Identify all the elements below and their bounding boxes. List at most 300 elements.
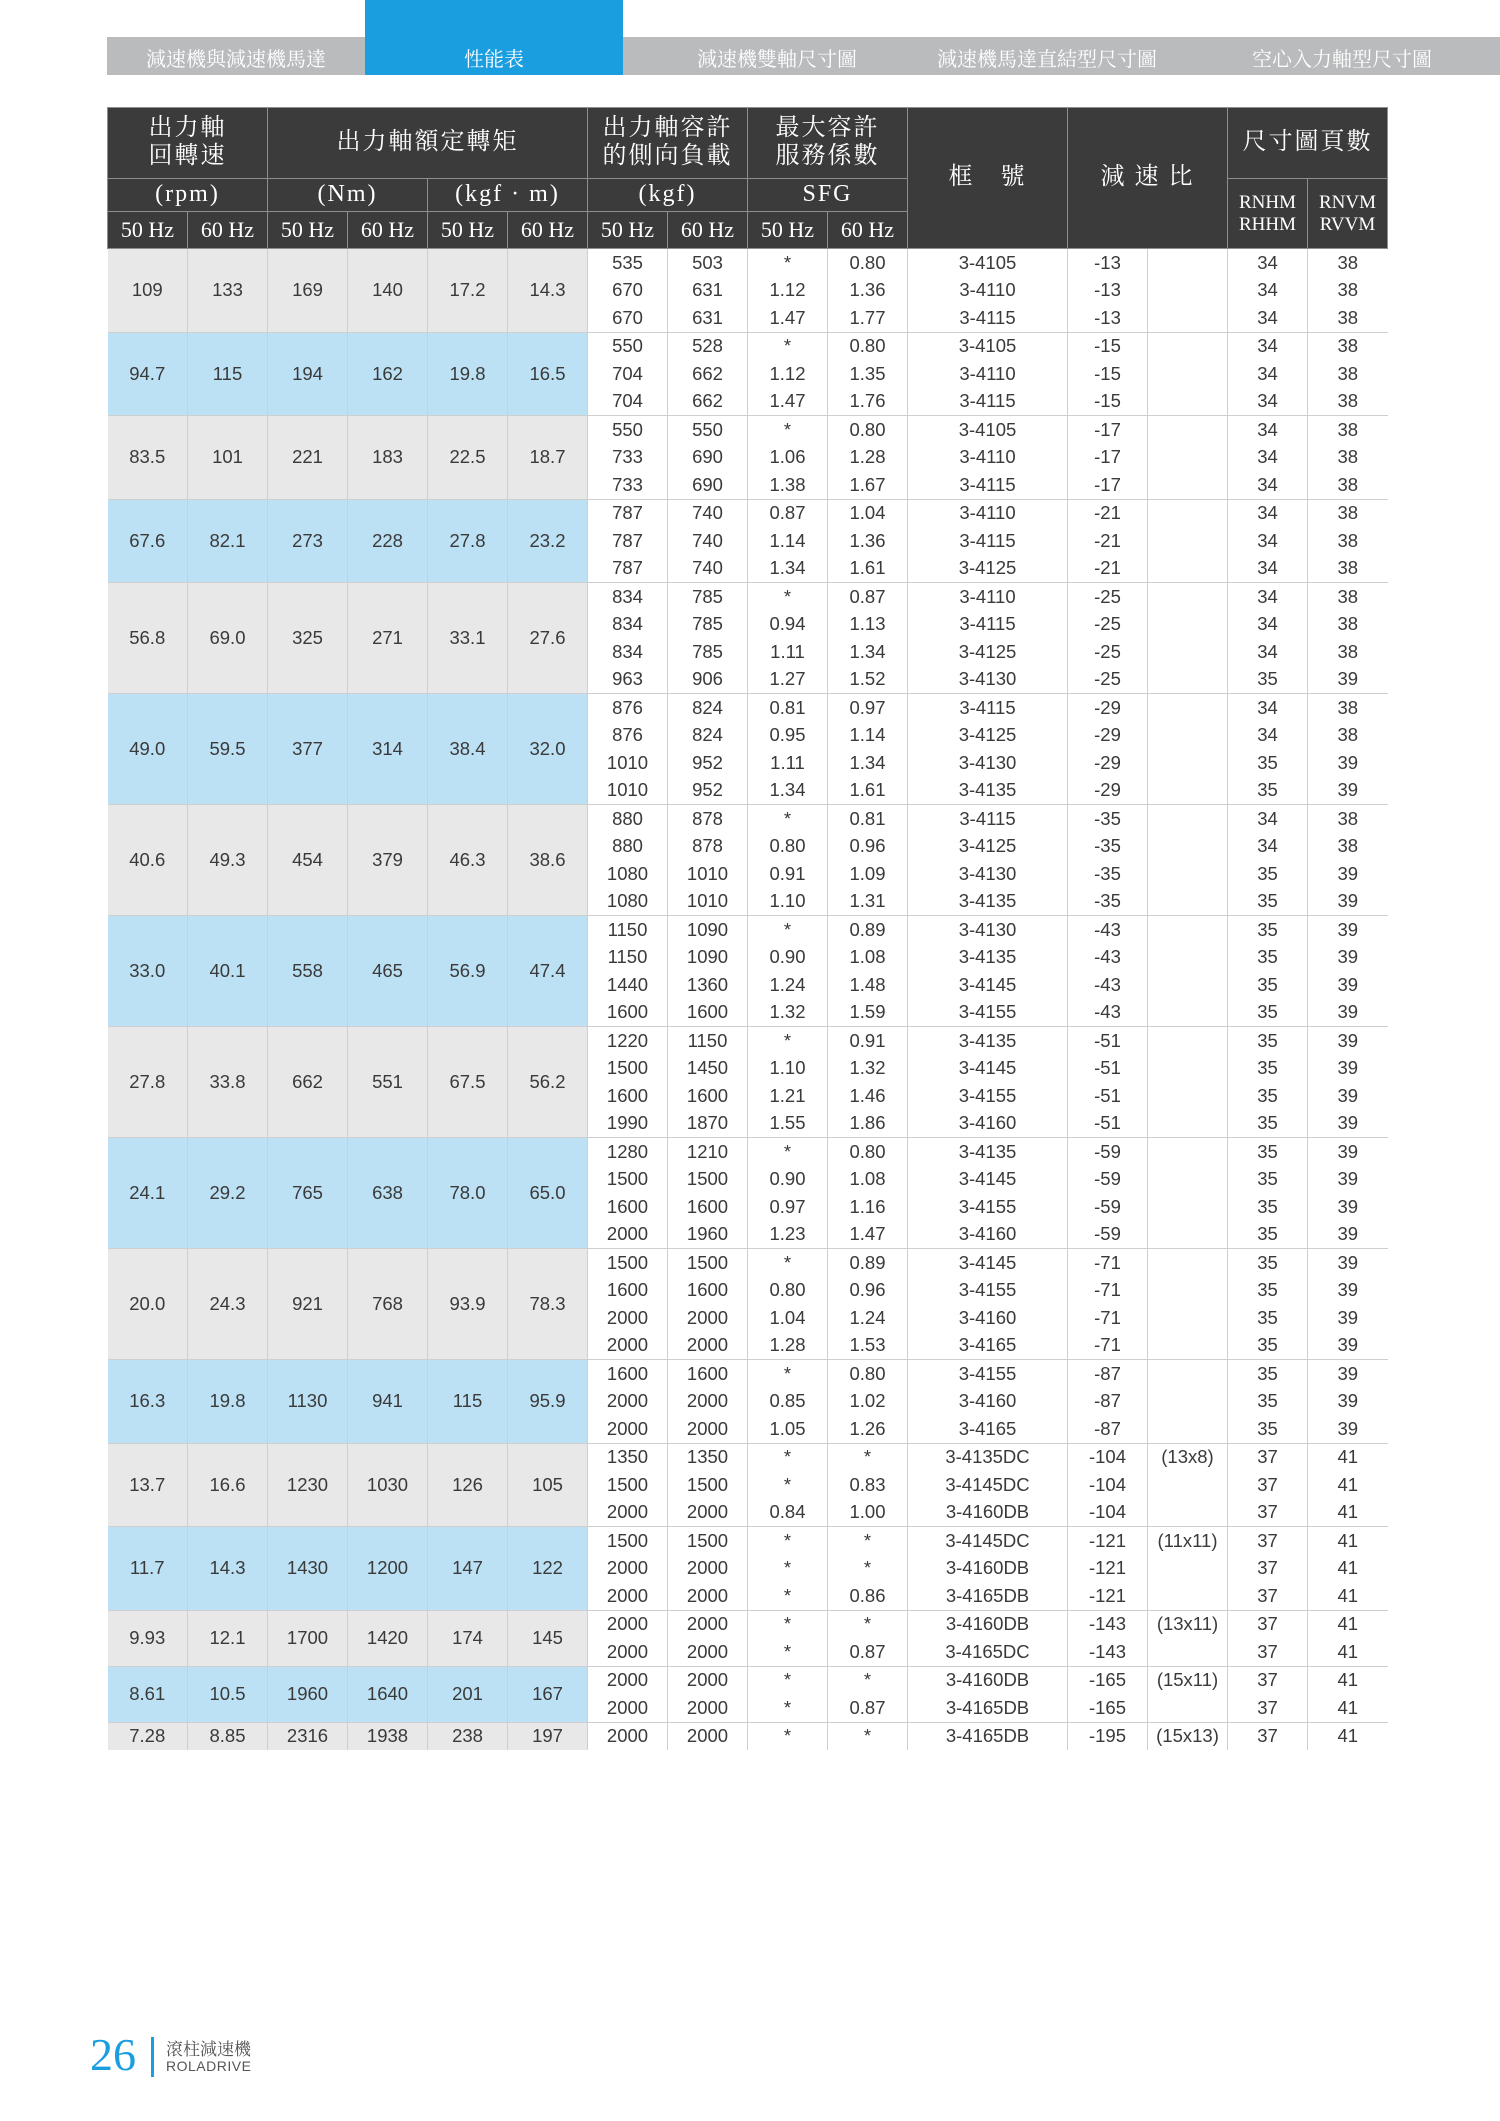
gear-arrangement [1148,1360,1228,1388]
speed-60hz: 115 [188,332,268,416]
header-overhung-load: 出力軸容許 的側向負載 [588,108,748,179]
frame-number: 3-4145DC [908,1471,1068,1499]
gear-arrangement [1148,1582,1228,1610]
dim-page-rnhm: 34 [1228,722,1308,750]
dim-page-rnhm: 37 [1228,1443,1308,1471]
torque-kgfm-60hz: 78.3 [508,1249,588,1360]
service-factor-60hz: 1.34 [828,749,908,777]
frame-number: 3-4105 [908,416,1068,444]
frame-number: 3-4115 [908,611,1068,639]
dim-page-rnhm: 34 [1228,471,1308,499]
frame-number: 3-4165DB [908,1582,1068,1610]
service-factor-60hz: 1.04 [828,499,908,527]
service-factor-50hz: 0.85 [748,1388,828,1416]
dim-page-rnhm: 34 [1228,499,1308,527]
overhung-load-60hz: 550 [668,416,748,444]
dim-page-rnvm: 41 [1337,1640,1359,1662]
frame-number: 3-4130 [908,916,1068,944]
tab-direct-motor-dimensions[interactable]: 減速機馬達直結型尺寸圖 [937,49,1157,71]
dim-page-rnvm: 38 [1337,362,1359,384]
service-factor-60hz: 1.86 [828,1110,908,1138]
service-factor-50hz: * [748,332,828,360]
overhung-load-60hz: 2000 [668,1694,748,1722]
frame-number: 3-4145 [908,1055,1068,1083]
reduction-ratio: -25 [1068,611,1148,639]
gear-arrangement [1148,555,1228,583]
service-factor-50hz: 1.28 [748,1332,828,1360]
overhung-load-60hz: 2000 [668,1415,748,1443]
speed-60hz: 14.3 [188,1527,268,1611]
reduction-ratio: -104 [1068,1499,1148,1527]
service-factor-60hz: 0.80 [828,1138,908,1166]
dim-page-rnhm: 35 [1228,1082,1308,1110]
header-kgfm-unit: (kgf · m) [428,179,588,212]
reduction-ratio: -29 [1068,749,1148,777]
speed-60hz: 8.85 [188,1722,268,1750]
overhung-load-60hz: 2000 [668,1666,748,1694]
speed-60hz: 40.1 [188,916,268,1027]
dim-page-rnvm: 39 [1337,1001,1359,1023]
overhung-load-60hz: 740 [668,499,748,527]
header-hz: 50 Hz [588,212,668,249]
service-factor-60hz: * [828,1610,908,1638]
service-factor-50hz: * [748,583,828,611]
header-frame-no: 框 號 [908,108,1068,249]
speed-60hz: 12.1 [188,1610,268,1666]
torque-nm-50hz: 662 [268,1027,348,1138]
frame-number: 3-4165 [908,1415,1068,1443]
service-factor-50hz: 1.21 [748,1082,828,1110]
service-factor-60hz: 1.13 [828,611,908,639]
gear-arrangement [1148,304,1228,332]
dim-page-rnvm: 41 [1337,1584,1359,1606]
table-row [108,583,1388,611]
overhung-load-50hz: 2000 [588,1722,668,1750]
overhung-load-60hz: 690 [668,444,748,472]
gear-arrangement [1148,1415,1228,1443]
overhung-load-50hz: 670 [588,277,668,305]
footer-divider [151,2037,154,2077]
service-factor-60hz: 0.86 [828,1582,908,1610]
service-factor-50hz: 0.90 [748,1166,828,1194]
torque-nm-50hz: 194 [268,332,348,416]
reduction-ratio: -87 [1068,1415,1148,1443]
torque-kgfm-50hz: 17.2 [428,249,508,333]
dim-page-rnhm: 35 [1228,944,1308,972]
overhung-load-60hz: 1500 [668,1471,748,1499]
reduction-ratio: -71 [1068,1304,1148,1332]
service-factor-50hz: 0.95 [748,722,828,750]
reduction-ratio: -29 [1068,722,1148,750]
torque-nm-60hz: 638 [348,1138,428,1249]
gear-arrangement [1148,499,1228,527]
dim-page-rnvm: 38 [1308,332,1388,360]
dim-page-rnvm: 39 [1337,1195,1359,1217]
dim-page-rnhm: 34 [1228,555,1308,583]
gear-arrangement [1148,860,1228,888]
dim-page-rnvm: 41 [1308,1527,1388,1555]
service-factor-50hz: 0.90 [748,944,828,972]
service-factor-50hz: 1.38 [748,471,828,499]
reduction-ratio: -25 [1068,666,1148,694]
tab-double-shaft-dimensions[interactable]: 減速機雙軸尺寸圖 [697,49,857,71]
performance-table [107,107,1388,1750]
dim-page-rnvm: 39 [1337,1223,1359,1245]
service-factor-60hz: 1.67 [828,471,908,499]
overhung-load-60hz: 1090 [668,944,748,972]
service-factor-60hz: 1.61 [828,555,908,583]
torque-kgfm-50hz: 46.3 [428,805,508,916]
overhung-load-50hz: 876 [588,694,668,722]
torque-kgfm-60hz: 14.3 [508,249,588,333]
service-factor-50hz: 1.47 [748,388,828,416]
overhung-load-60hz: 878 [668,805,748,833]
frame-number: 3-4110 [908,444,1068,472]
frame-number: 3-4110 [908,583,1068,611]
service-factor-60hz: 1.28 [828,444,908,472]
frame-number: 3-4155 [908,1193,1068,1221]
header-ratio: 減 速 比 [1068,108,1228,249]
service-factor-60hz: 1.48 [828,971,908,999]
reduction-ratio: -121 [1068,1582,1148,1610]
speed-50hz: 83.5 [108,416,188,500]
torque-kgfm-60hz: 16.5 [508,332,588,416]
gear-arrangement: (13x8) [1148,1443,1228,1471]
tab-performance-table[interactable]: 性能表 [365,0,623,75]
service-factor-50hz: 1.34 [748,777,828,805]
reduction-ratio: -13 [1068,277,1148,305]
torque-nm-60hz: 228 [348,499,428,583]
service-factor-60hz: 0.81 [828,805,908,833]
dim-page-rnhm: 35 [1228,1110,1308,1138]
gear-arrangement [1148,1082,1228,1110]
overhung-load-50hz: 2000 [588,1221,668,1249]
header-rated-torque: 出力軸額定轉矩 [268,108,588,179]
reduction-ratio: -104 [1068,1443,1148,1471]
dim-page-rnhm: 35 [1228,1055,1308,1083]
reduction-ratio: -13 [1068,249,1148,277]
header-rnhm-rhhm: RNHM RHHM [1228,179,1308,249]
frame-number: 3-4160DB [908,1610,1068,1638]
frame-number: 3-4105 [908,249,1068,277]
dim-page-rnhm: 35 [1228,1332,1308,1360]
gear-arrangement [1148,1221,1228,1249]
service-factor-50hz: * [748,1138,828,1166]
tab-hollow-shaft-dimensions[interactable]: 空心入力軸型尺寸圖 [1252,49,1432,71]
torque-nm-50hz: 221 [268,416,348,500]
table-row [108,1249,1388,1277]
service-factor-60hz: * [828,1722,908,1750]
gear-arrangement [1148,611,1228,639]
service-factor-60hz: 1.76 [828,388,908,416]
dim-page-rnvm: 41 [1337,1501,1359,1523]
torque-nm-50hz: 765 [268,1138,348,1249]
speed-60hz: 101 [188,416,268,500]
overhung-load-60hz: 1600 [668,1277,748,1305]
dim-page-rnvm: 39 [1308,1027,1388,1055]
speed-50hz: 94.7 [108,332,188,416]
speed-50hz: 40.6 [108,805,188,916]
dim-page-rnhm: 35 [1228,1277,1308,1305]
frame-number: 3-4125 [908,555,1068,583]
reduction-ratio: -51 [1068,1110,1148,1138]
torque-kgfm-50hz: 126 [428,1443,508,1527]
overhung-load-50hz: 2000 [588,1388,668,1416]
dim-page-rnvm: 39 [1337,1306,1359,1328]
frame-number: 3-4145 [908,971,1068,999]
torque-nm-50hz: 325 [268,583,348,694]
dim-page-rnvm: 38 [1337,251,1359,273]
gear-arrangement [1148,666,1228,694]
dim-page-rnhm: 37 [1228,1722,1308,1750]
reduction-ratio: -51 [1068,1082,1148,1110]
torque-nm-50hz: 1960 [268,1666,348,1722]
dim-page-rnhm: 37 [1228,1582,1308,1610]
dim-page-rnvm: 39 [1337,862,1359,884]
gear-arrangement [1148,1249,1228,1277]
dim-page-rnhm: 35 [1228,888,1308,916]
gear-arrangement: (15x13) [1148,1722,1228,1750]
overhung-load-60hz: 1600 [668,1193,748,1221]
gear-arrangement: (13x11) [1148,1610,1228,1638]
overhung-load-60hz: 785 [668,638,748,666]
gear-arrangement [1148,1332,1228,1360]
frame-number: 3-4110 [908,277,1068,305]
overhung-load-50hz: 2000 [588,1582,668,1610]
service-factor-50hz: * [748,1249,828,1277]
dim-page-rnvm: 38 [1337,557,1359,579]
frame-number: 3-4130 [908,666,1068,694]
dim-page-rnvm: 39 [1337,1279,1359,1301]
overhung-load-50hz: 1600 [588,1193,668,1221]
frame-number: 3-4115 [908,388,1068,416]
torque-nm-50hz: 558 [268,916,348,1027]
frame-number: 3-4160 [908,1221,1068,1249]
gear-arrangement [1148,444,1228,472]
reduction-ratio: -29 [1068,777,1148,805]
overhung-load-50hz: 550 [588,416,668,444]
frame-number: 3-4135 [908,944,1068,972]
dim-page-rnvm: 39 [1337,1168,1359,1190]
speed-50hz: 109 [108,249,188,333]
reduction-ratio: -121 [1068,1527,1148,1555]
reduction-ratio: -51 [1068,1027,1148,1055]
gear-arrangement [1148,1027,1228,1055]
dim-page-rnhm: 34 [1228,611,1308,639]
overhung-load-50hz: 1080 [588,888,668,916]
reduction-ratio: -143 [1068,1610,1148,1638]
overhung-load-60hz: 878 [668,833,748,861]
overhung-load-60hz: 1450 [668,1055,748,1083]
service-factor-60hz: 1.08 [828,944,908,972]
dim-page-rnhm: 34 [1228,694,1308,722]
reduction-ratio: -59 [1068,1221,1148,1249]
dim-page-rnhm: 37 [1228,1694,1308,1722]
gear-arrangement [1148,360,1228,388]
service-factor-50hz: 1.05 [748,1415,828,1443]
overhung-load-60hz: 1500 [668,1166,748,1194]
gear-arrangement: (11x11) [1148,1527,1228,1555]
torque-nm-60hz: 379 [348,805,428,916]
overhung-load-60hz: 785 [668,611,748,639]
overhung-load-60hz: 690 [668,471,748,499]
overhung-load-50hz: 2000 [588,1332,668,1360]
dim-page-rnvm: 39 [1308,1360,1388,1388]
frame-number: 3-4155 [908,999,1068,1027]
speed-60hz: 16.6 [188,1443,268,1527]
service-factor-60hz: 1.61 [828,777,908,805]
overhung-load-50hz: 2000 [588,1499,668,1527]
service-factor-50hz: 0.84 [748,1499,828,1527]
dim-page-rnvm: 38 [1337,446,1359,468]
service-factor-60hz: 0.80 [828,249,908,277]
service-factor-60hz: 0.96 [828,833,908,861]
service-factor-50hz: * [748,249,828,277]
service-factor-50hz: 0.97 [748,1193,828,1221]
frame-number: 3-4125 [908,833,1068,861]
torque-nm-50hz: 1230 [268,1443,348,1527]
service-factor-60hz: 1.52 [828,666,908,694]
speed-50hz: 20.0 [108,1249,188,1360]
speed-60hz: 19.8 [188,1360,268,1444]
overhung-load-50hz: 1500 [588,1249,668,1277]
speed-60hz: 33.8 [188,1027,268,1138]
service-factor-50hz: * [748,1610,828,1638]
gear-arrangement [1148,1138,1228,1166]
reduction-ratio: -71 [1068,1332,1148,1360]
table-row [108,916,1388,944]
service-factor-50hz: 1.06 [748,444,828,472]
overhung-load-60hz: 1010 [668,888,748,916]
table-header [108,108,1388,249]
reduction-ratio: -43 [1068,971,1148,999]
overhung-load-50hz: 1990 [588,1110,668,1138]
torque-kgfm-50hz: 238 [428,1722,508,1750]
service-factor-50hz: 0.80 [748,833,828,861]
torque-kgfm-60hz: 27.6 [508,583,588,694]
dim-page-rnvm: 39 [1337,1057,1359,1079]
torque-nm-60hz: 1420 [348,1610,428,1666]
overhung-load-60hz: 1500 [668,1527,748,1555]
tab-gear-reducer-motors[interactable]: 減速機與減速機馬達 [146,49,326,71]
overhung-load-50hz: 2000 [588,1694,668,1722]
service-factor-60hz: 0.80 [828,1360,908,1388]
dim-page-rnvm: 39 [1337,946,1359,968]
dim-page-rnvm: 38 [1337,724,1359,746]
torque-nm-60hz: 551 [348,1027,428,1138]
dim-page-rnvm: 39 [1337,1334,1359,1356]
torque-nm-50hz: 454 [268,805,348,916]
torque-nm-60hz: 1200 [348,1527,428,1611]
torque-kgfm-50hz: 78.0 [428,1138,508,1249]
gear-arrangement [1148,999,1228,1027]
service-factor-60hz: * [828,1527,908,1555]
dim-page-rnvm: 41 [1337,1473,1359,1495]
service-factor-50hz: * [748,1360,828,1388]
dim-page-rnhm: 37 [1228,1555,1308,1583]
overhung-load-50hz: 1280 [588,1138,668,1166]
overhung-load-50hz: 1440 [588,971,668,999]
torque-nm-60hz: 1640 [348,1666,428,1722]
torque-nm-60hz: 465 [348,916,428,1027]
overhung-load-60hz: 2000 [668,1332,748,1360]
table-row [108,332,1388,360]
gear-arrangement [1148,1388,1228,1416]
table-row [108,249,1388,277]
service-factor-50hz: 1.32 [748,999,828,1027]
torque-kgfm-60hz: 65.0 [508,1138,588,1249]
frame-number: 3-4135 [908,777,1068,805]
torque-kgfm-50hz: 201 [428,1666,508,1722]
service-factor-50hz: 1.10 [748,1055,828,1083]
gear-arrangement [1148,916,1228,944]
speed-50hz: 11.7 [108,1527,188,1611]
service-factor-50hz: * [748,1027,828,1055]
dim-page-rnhm: 37 [1228,1666,1308,1694]
service-factor-50hz: 1.55 [748,1110,828,1138]
overhung-load-50hz: 876 [588,722,668,750]
dim-page-rnvm: 41 [1337,1696,1359,1718]
service-factor-60hz: 0.91 [828,1027,908,1055]
overhung-load-60hz: 906 [668,666,748,694]
torque-nm-60hz: 271 [348,583,428,694]
service-factor-50hz: * [748,1638,828,1666]
service-factor-60hz: 0.89 [828,1249,908,1277]
dim-page-rnvm: 39 [1337,779,1359,801]
dim-page-rnvm: 41 [1308,1610,1388,1638]
speed-60hz: 29.2 [188,1138,268,1249]
torque-nm-60hz: 162 [348,332,428,416]
dim-page-rnhm: 34 [1228,444,1308,472]
overhung-load-60hz: 1150 [668,1027,748,1055]
table-row [108,1722,1388,1750]
page-number: 26 [90,2029,136,2080]
service-factor-60hz: 1.24 [828,1304,908,1332]
overhung-load-60hz: 1960 [668,1221,748,1249]
overhung-load-50hz: 1600 [588,999,668,1027]
overhung-load-60hz: 2000 [668,1304,748,1332]
overhung-load-50hz: 1500 [588,1166,668,1194]
reduction-ratio: -21 [1068,499,1148,527]
header-hz: 50 Hz [428,212,508,249]
overhung-load-50hz: 535 [588,249,668,277]
overhung-load-60hz: 1600 [668,1082,748,1110]
service-factor-50hz: * [748,416,828,444]
header-service-factor: 最大容許 服務係數 [748,108,908,179]
service-factor-60hz: 1.26 [828,1415,908,1443]
speed-50hz: 9.93 [108,1610,188,1666]
dim-page-rnhm: 35 [1228,1415,1308,1443]
dim-page-rnvm: 39 [1308,1249,1388,1277]
reduction-ratio: -87 [1068,1388,1148,1416]
overhung-load-60hz: 2000 [668,1499,748,1527]
dim-page-rnvm: 38 [1308,694,1388,722]
overhung-load-50hz: 2000 [588,1666,668,1694]
service-factor-60hz: 1.31 [828,888,908,916]
overhung-load-60hz: 1350 [668,1443,748,1471]
torque-nm-50hz: 273 [268,499,348,583]
gear-arrangement [1148,1166,1228,1194]
frame-number: 3-4125 [908,722,1068,750]
dim-page-rnhm: 34 [1228,416,1308,444]
frame-number: 3-4145 [908,1166,1068,1194]
frame-number: 3-4115 [908,694,1068,722]
overhung-load-50hz: 1500 [588,1055,668,1083]
torque-kgfm-50hz: 93.9 [428,1249,508,1360]
table-row [108,1360,1388,1388]
service-factor-60hz: 0.89 [828,916,908,944]
overhung-load-60hz: 2000 [668,1610,748,1638]
